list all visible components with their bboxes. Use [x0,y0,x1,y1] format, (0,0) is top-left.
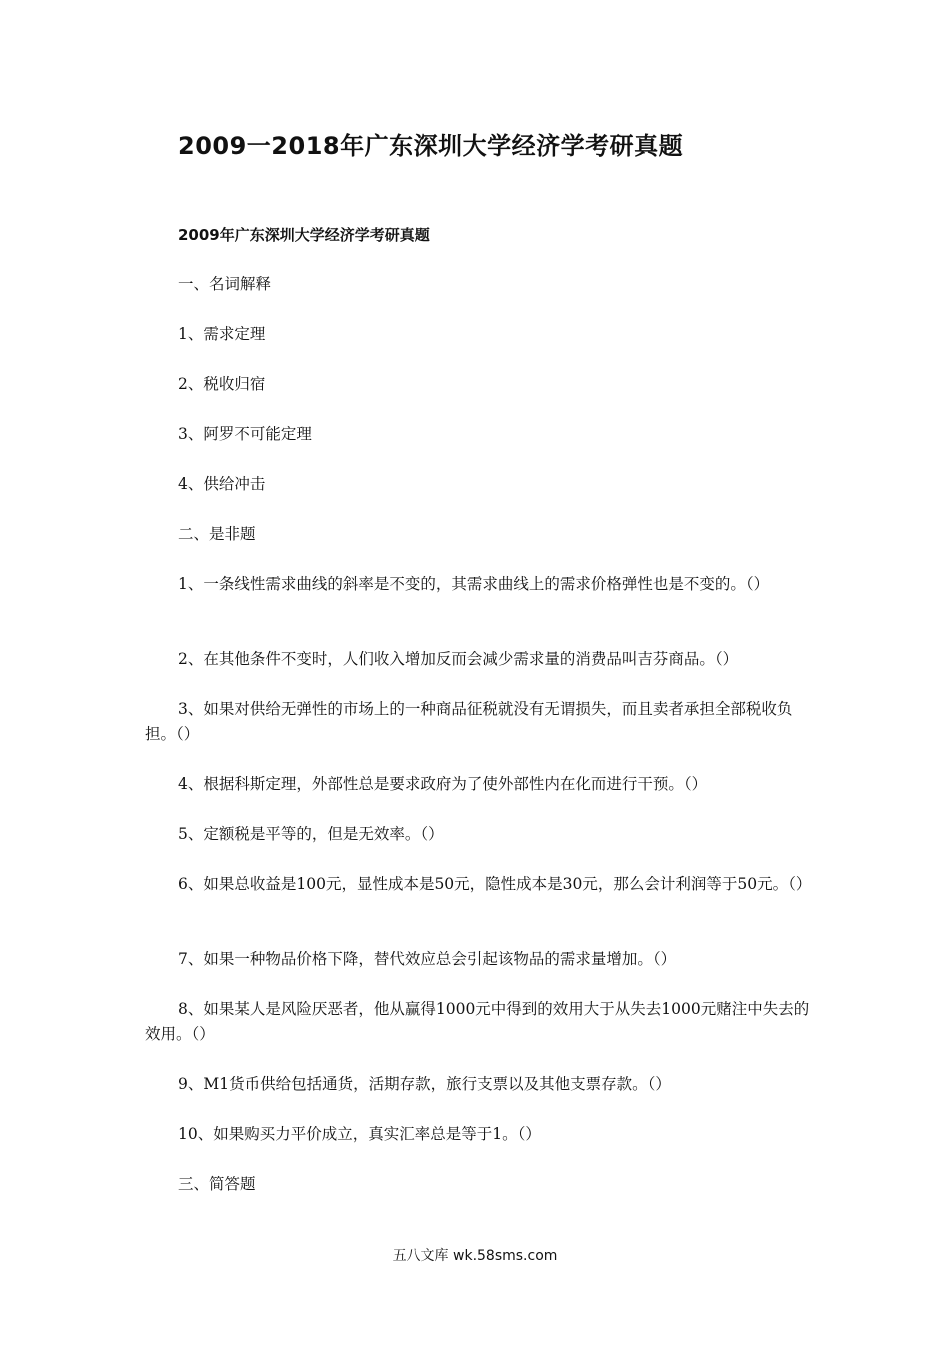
section-title: 2009年广东深圳大学经济学考研真题 [178,226,430,244]
part2-item-6: 6、如果总收益是100元，显性成本是50元，隐性成本是30元，那么会计利润等于50元。（） [178,875,812,893]
part2-heading: 二、是非题 [178,525,256,543]
part2-item-10: 10、如果购买力平价成立，真实汇率总是等于1。（） [178,1125,541,1143]
part1-item-3: 3、阿罗不可能定理 [178,425,312,443]
part1-heading: 一、名词解释 [178,275,272,293]
part2-item-5: 5、定额税是平等的，但是无效率。（） [178,825,444,843]
part1-item-2: 2、税收归宿 [178,375,266,393]
document-title: 2009一2018年广东深圳大学经济学考研真题 [178,132,684,160]
part2-item-7: 7、如果一种物品价格下降，替代效应总会引起该物品的需求量增加。（） [178,950,677,968]
part3-heading: 三、简答题 [178,1175,256,1193]
part1-item-4: 4、供给冲击 [178,475,266,493]
part2-item-2: 2、在其他条件不变时，人们收入增加反而会减少需求量的消费品叫吉芬商品。（） [178,650,739,668]
part1-item-1: 1、需求定理 [178,325,266,343]
part2-item-3: 3、如果对供给无弹性的市场上的一种商品征税就没有无谓损失，而且卖者承担全部税收负担。（） [145,700,793,743]
footer-source: 五八文库 wk.58sms.com [392,1248,558,1264]
part2-item-8: 8、如果某人是风险厌恶者，他从赢得1000元中得到的效用大于从失去1000元赌注中失去的效用。（） [145,1000,810,1043]
part2-item-1: 1、一条线性需求曲线的斜率是不变的，其需求曲线上的需求价格弹性也是不变的。（） [178,575,770,593]
part2-item-9: 9、M1货币供给包括通货，活期存款，旅行支票以及其他支票存款。（） [178,1075,671,1093]
part2-item-4: 4、根据科斯定理，外部性总是要求政府为了使外部性内在化而进行干预。（） [178,775,708,793]
